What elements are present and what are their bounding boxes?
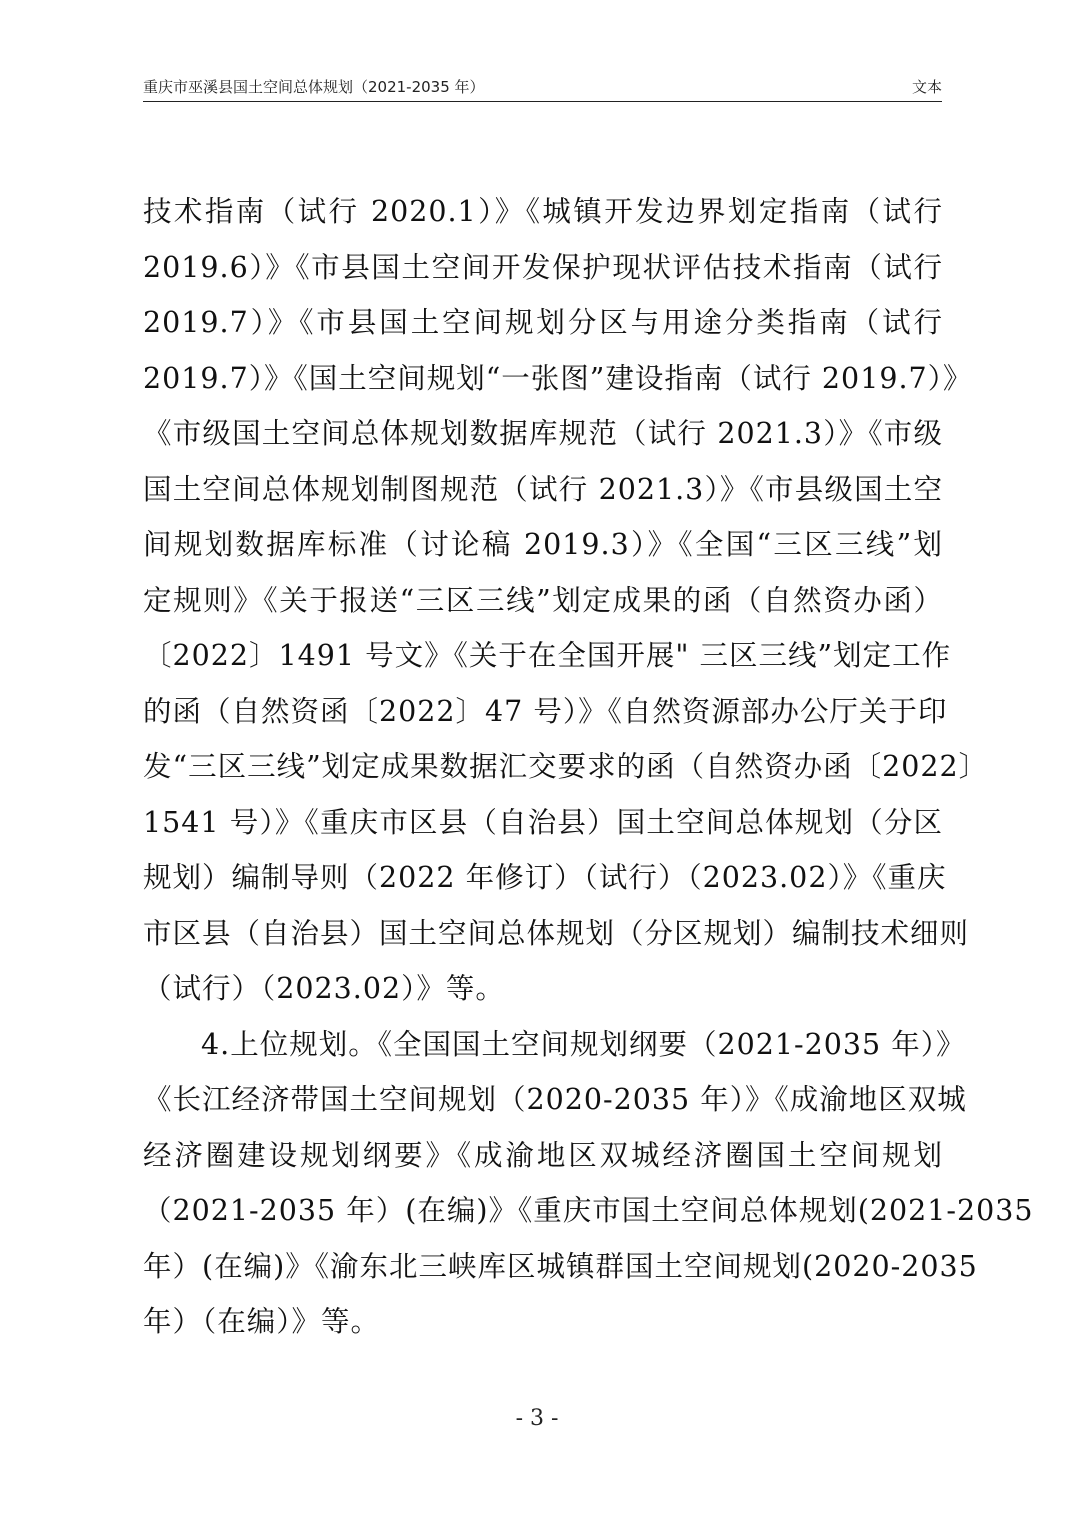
text-line: 国土空间总体规划制图规范（试行 2021.3）》《市县级国土空 — [143, 472, 943, 506]
document-body — [143, 184, 1034, 1350]
text-line: （试行）（2023.02）》等。 — [143, 972, 505, 1005]
text-line: 1541 号）》《重庆市区县（自治县）国土空间总体规划（分区 — [143, 805, 943, 839]
text-line: 年）（在编）》等。 — [143, 1305, 381, 1338]
text-line: （2021-2035 年）(在编)》《重庆市国土空间总体规划(2021-2035 — [143, 1194, 1034, 1227]
text-line: 的函（自然资函〔2022〕47 号）》《自然资源部办公厅关于印 — [143, 694, 948, 728]
text-line: 规划）编制导则（2022 年修订）（试行）（2023.02）》《重庆 — [143, 861, 947, 894]
page-number: - 3 - — [515, 1406, 559, 1431]
text-line: 市区县（自治县）国土空间总体规划（分区规划）编制技术细则 — [143, 916, 970, 950]
text-line: 技术指南（试行 2020.1）》《城镇开发边界划定指南（试行 — [143, 195, 943, 228]
text-line: 〔2022〕1491 号文》《关于在全国开展" 三区三线”划定工作 — [143, 639, 952, 672]
text-line: 发“三区三线”划定成果数据汇交要求的函（自然资办函〔2022〕 — [143, 750, 989, 783]
text-line: 经济圈建设规划纲要》《成渝地区双城经济圈国土空间规划 — [143, 1138, 943, 1172]
text-line: 《长江经济带国土空间规划（2020-2035 年）》《成渝地区双城 — [143, 1083, 967, 1116]
text-line: 年）(在编)》《渝东北三峡库区城镇群国土空间规划(2020-2035 — [143, 1249, 978, 1283]
text-line: 4.上位规划。《全国国土空间规划纲要（2021-2035 年）》 — [201, 1027, 966, 1061]
text-line: 定规则》《关于报送“三区三线”划定成果的函（自然资办函） — [143, 583, 943, 617]
text-line: 2019.7）》《市县国土空间规划分区与用途分类指南（试行 — [143, 306, 943, 339]
document-title: 重庆市巫溪县国土空间总体规划（2021-2035 年） — [143, 78, 485, 96]
section-label: 文本 — [911, 78, 942, 96]
text-line: 《市级国土空间总体规划数据库规范（试行 2021.3）》《市级 — [143, 417, 943, 450]
page-header — [143, 74, 942, 102]
text-line: 间规划数据库标准（讨论稿 2019.3）》《全国“三区三线”划 — [143, 528, 943, 561]
text-line: 2019.6）》《市县国土空间开发保护现状评估技术指南（试行 — [143, 250, 943, 284]
text-line: 2019.7）》《国土空间规划“一张图”建设指南（试行 2019.7）》 — [143, 361, 973, 395]
